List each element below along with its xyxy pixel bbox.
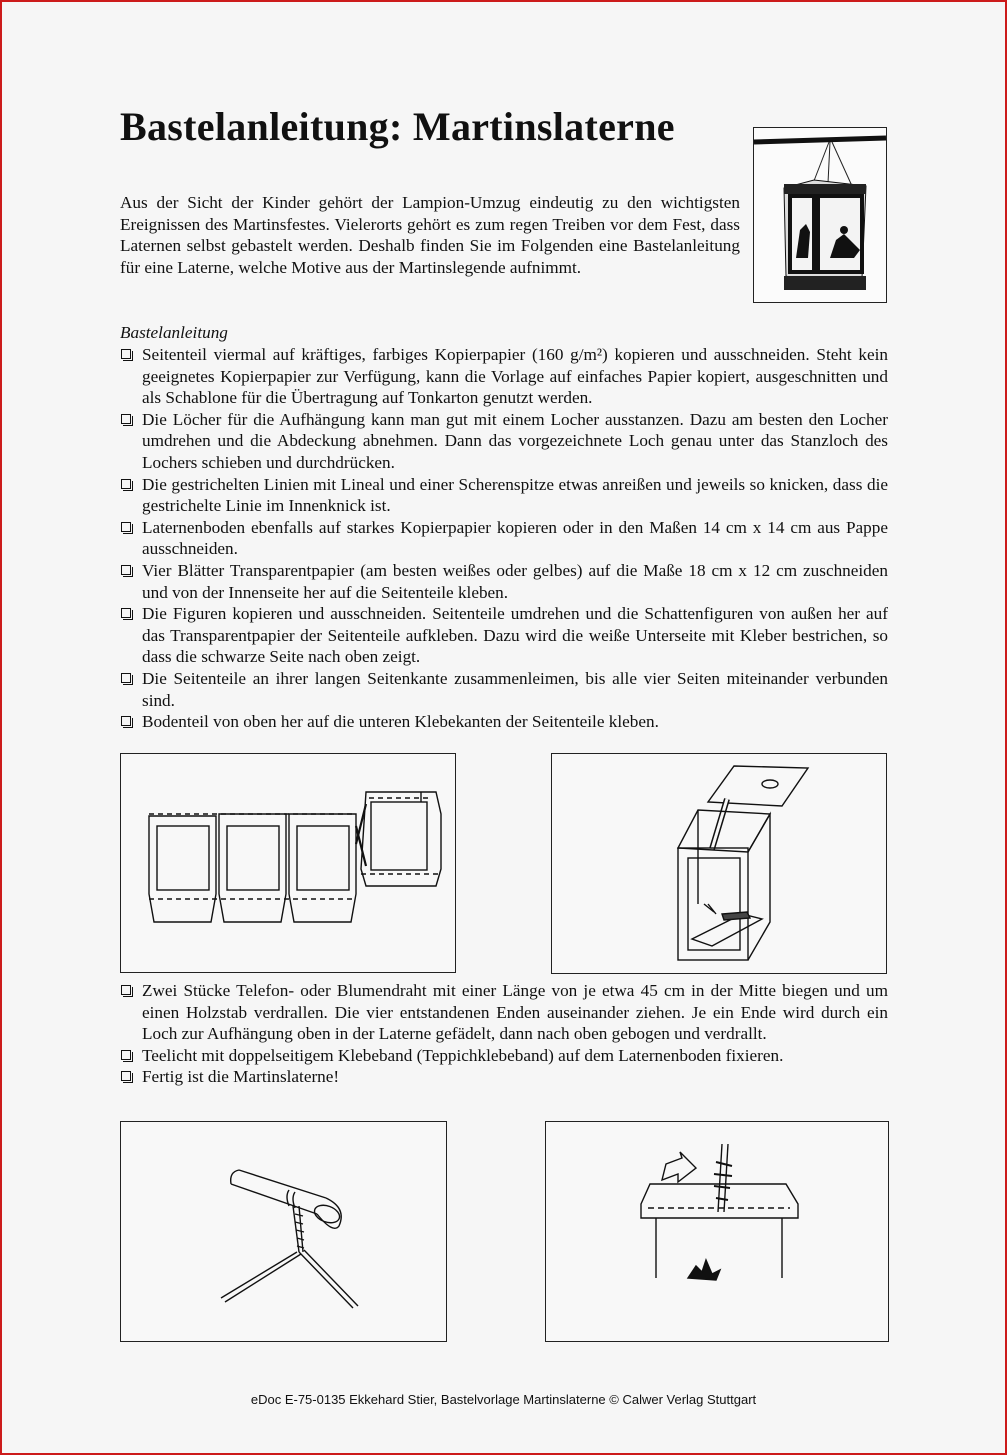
list-item: Die Figuren kopieren und ausschneiden. Seitenteile umdrehen und die Schattenfiguren von außen her auf das Transparentpapier der Seitenteile aufkleben. Dazu wird die weiße Unterseite mit Kleber bestrichen, so dass die schwarze Seite nach oben zeigt.	[120, 603, 888, 668]
list-item: Die Löcher für die Aufhängung kann man gut mit einem Locher ausstanzen. Dazu am besten den Locher umdrehen und die Abdeckung abnehmen. Dann das vorgezeichnete Loch genau unter das Stanzloch des Lochers schieben und durchdrücken.	[120, 409, 888, 474]
list-item: Laternenboden ebenfalls auf starkes Kopierpapier kopieren oder in den Maßen 14 cm x 14 cm aus Pappe ausschneiden.	[120, 517, 888, 560]
checkbox-icon	[121, 985, 131, 995]
lantern-photo	[753, 127, 887, 303]
checkbox-icon	[121, 673, 131, 683]
figure-wire-stick	[120, 1121, 447, 1342]
checkbox-icon	[121, 349, 131, 359]
list-item: Bodenteil von oben her auf die unteren Klebekanten der Seitenteile kleben.	[120, 711, 888, 733]
checkbox-icon	[121, 608, 131, 618]
figure-bottom-insert	[551, 753, 887, 974]
instructions-list-2	[120, 980, 888, 1088]
footer-credit: eDoc E-75-0135 Ekkehard Stier, Bastelvorlage Martinslaterne © Calwer Verlag Stuttgart	[250, 1392, 757, 1407]
checkbox-icon	[121, 479, 131, 489]
page-title: Bastelanleitung: Martinslaterne	[120, 104, 675, 149]
list-item: Die gestrichelten Linien mit Lineal und einer Scherenspitze etwas anreißen und jeweils so knicken, dass die gestrichelte Linie im Innenknick ist.	[120, 474, 888, 517]
list-item: Fertig ist die Martinslaterne!	[120, 1066, 888, 1088]
checkbox-icon	[121, 565, 131, 575]
list-item: Zwei Stücke Telefon- oder Blumendraht mit einer Länge von je etwa 45 cm in der Mitte biegen und um einen Holzstab verdrallen. Die vier entstandenen Enden auseinander ziehen. Je ein Ende wird durch ein Loch zur Aufhängung oben in der Laterne gefädelt, dann nach oben gebogen und verdrallt.	[120, 980, 888, 1045]
checkbox-icon	[121, 522, 131, 532]
figure-side-parts	[120, 753, 456, 973]
list-item: Seitenteil viermal auf kräftiges, farbiges Kopierpapier (160 g/m²) kopieren und ausschneiden. Steht kein geeignetes Kopierpapier zur Verfügung, kann die Vorlage auf einfaches Papier kopiert, ausgeschnitten und als Schablone für die Übertragung auf Tonkarton genutzt werden.	[120, 344, 888, 409]
checkbox-icon	[121, 1071, 131, 1081]
list-item: Vier Blätter Transparentpapier (am besten weißes oder gelbes) auf die Maße 18 cm x 12 cm zuschneiden und von der Innenseite her auf die Seitenteile kleben.	[120, 560, 888, 603]
intro-paragraph: Aus der Sicht der Kinder gehört der Lampion-Umzug eindeutig zu den wichtigsten Ereignissen des Martinsfestes. Vielerorts gehört es zum regen Treiben vor dem Fest, dass Laternen selbst gebastelt werden. Deshalb finden Sie im Folgenden eine Bastelanleitung für eine Laterne, welche Motive aus der Martinslegende aufnimmt.	[120, 193, 740, 277]
instructions-heading: Bastelanleitung	[120, 323, 228, 342]
instructions-list-1	[120, 344, 888, 733]
list-item: Teelicht mit doppelseitigem Klebeband (Teppichklebeband) auf dem Laternenboden fixieren.	[120, 1045, 888, 1067]
checkbox-icon	[121, 414, 131, 424]
checkbox-icon	[121, 716, 131, 726]
list-item: Die Seitenteile an ihrer langen Seitenkante zusammenleimen, bis alle vier Seiten miteinander verbunden sind.	[120, 668, 888, 711]
checkbox-icon	[121, 1050, 131, 1060]
figure-tealight	[545, 1121, 889, 1342]
